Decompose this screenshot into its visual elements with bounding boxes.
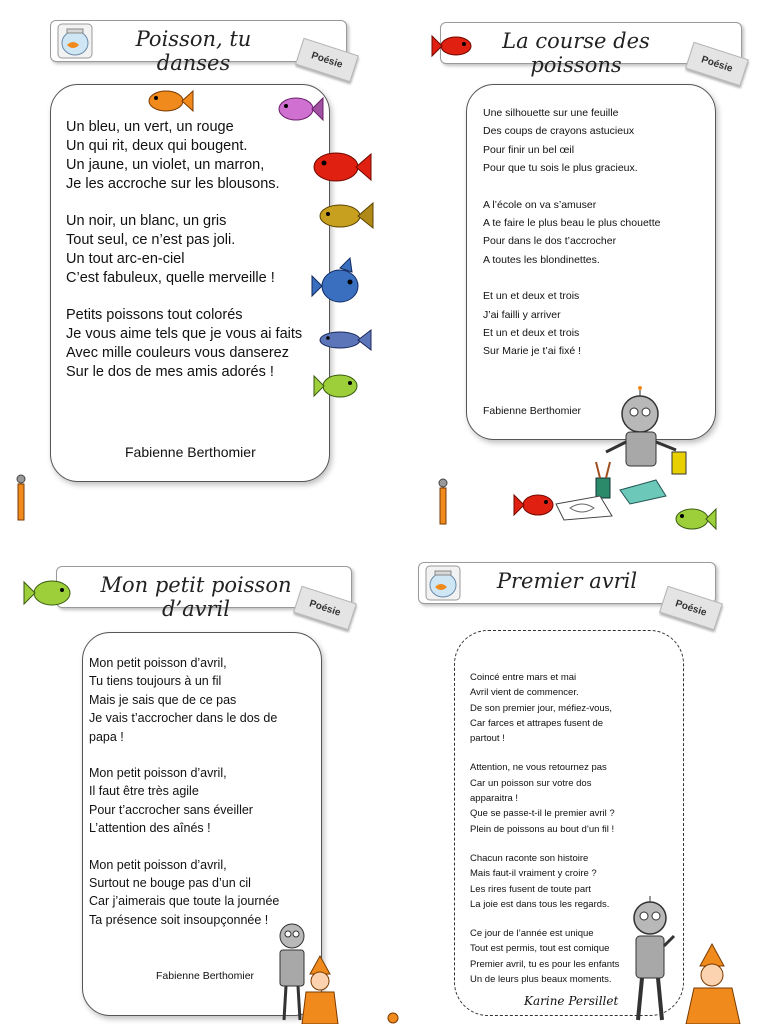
poem-line: Pour dans le dos t’accrocher <box>483 235 617 248</box>
poem-line: A te faire le plus beau le plus chouette <box>483 217 661 230</box>
poem-line: J’ai failli y arriver <box>483 308 561 321</box>
clown-icon <box>300 954 342 1024</box>
poem-line: Sur le dos de mes amis adorés ! <box>66 364 274 380</box>
poem-line: Je vous aime tels que je vous ai faits <box>66 326 303 342</box>
poem-line: Mon petit poisson d’avril, <box>89 766 227 781</box>
poem-line: Car un poisson sur votre dos <box>470 777 592 789</box>
craft-supplies-icon <box>556 460 676 520</box>
fish-icon <box>432 32 474 60</box>
poem-line: Mon petit poisson d’avril, <box>89 656 227 670</box>
poem-line: Tu tiens toujours à un fil <box>89 674 222 689</box>
fish-icon <box>514 490 556 520</box>
poem-line: Ta présence soit insoupçonnée ! <box>89 912 269 927</box>
poem3-stanza <box>89 764 279 838</box>
poem4-author: Karine Persillet <box>524 994 619 1008</box>
fish-icon <box>310 148 372 186</box>
fishbowl-icon <box>57 23 93 59</box>
poem-line: De son premier jour, méfiez-vous, <box>470 702 613 714</box>
poem-line: Un de leurs plus beaux moments. <box>470 974 612 986</box>
poem-line: A toutes les blondinettes. <box>483 253 600 266</box>
poem-line: Avril vient de commencer. <box>470 687 579 699</box>
poem-line: Pour t’accrocher sans éveiller <box>89 802 253 817</box>
poem-line: Mais faut-il vraiment y croire ? <box>470 868 597 880</box>
poem-line: Un tout arc-en-ciel <box>66 251 185 267</box>
poem-line: Mon petit poisson d’avril, <box>89 857 227 872</box>
poem-line: papa ! <box>89 729 124 744</box>
robot-icon <box>436 478 450 526</box>
fish-icon <box>24 576 74 610</box>
poem-line: Je vais t’accrocher dans le dos de <box>89 711 278 726</box>
poem2-text <box>483 104 660 373</box>
poem2-tag: Poésie <box>685 42 749 87</box>
fish-icon <box>314 370 362 402</box>
poem-line: Un qui rit, deux qui bougent. <box>66 138 248 154</box>
poem-line: La joie est dans tous les regards. <box>470 898 610 910</box>
poem3-title: Mon petit poisson d’avril <box>100 573 292 621</box>
robot-icon <box>14 474 28 522</box>
poem3-text <box>89 654 279 941</box>
poem4-title: Premier avril <box>496 569 638 593</box>
poem-line: Coincé entre mars et mai <box>470 672 577 683</box>
poem-line: Surtout ne bouge pas d’un cil <box>89 876 251 891</box>
poem2-title: La course des poissons <box>502 29 650 77</box>
poem-line: Mais je sais que de ce pas <box>89 692 237 707</box>
robot-icon <box>386 1012 400 1024</box>
poem-line: Attention, ne vous retournez pas <box>470 762 607 774</box>
poem-line: partout ! <box>470 733 505 745</box>
poem3-stanza <box>89 856 279 930</box>
fishbowl-icon <box>425 565 461 601</box>
poem-line: Avec mille couleurs vous danserez <box>66 345 289 361</box>
poem-line: Je les accroche sur les blousons. <box>66 176 280 192</box>
poem3-stanza <box>89 654 279 746</box>
poem-line: Une silhouette sur une feuille <box>483 107 619 119</box>
poem2-author: Fabienne Berthomier <box>483 405 582 417</box>
poem2-stanza <box>483 104 660 178</box>
poem-line: Un jaune, un violet, un marron, <box>66 157 265 173</box>
poem-line: Des coups de crayons astucieux <box>483 125 635 138</box>
fish-icon <box>316 198 374 232</box>
fish-icon <box>274 92 324 126</box>
poem-line: Ce jour de l’année est unique <box>470 928 594 940</box>
poem-line: L’attention des aînés ! <box>89 821 211 836</box>
fish-icon <box>312 258 368 306</box>
poem-line: Plein de poissons au bout d’un fil ! <box>470 823 615 835</box>
poem-line: Et un et deux et trois <box>483 290 580 303</box>
poem-line: Et un et deux et trois <box>483 327 580 340</box>
clown-icon <box>686 944 742 1024</box>
poem1-author: Fabienne Berthomier <box>125 444 256 460</box>
poem2-stanza <box>483 196 660 270</box>
poem3-tag: Poésie <box>293 586 357 631</box>
poem-line: Que se passe-t-il le premier avril ? <box>470 808 615 820</box>
poem2-stanza <box>483 287 660 361</box>
poem4-stanza <box>470 851 619 912</box>
poem-line: Pour finir un bel œil <box>483 143 575 156</box>
poem4-tag: Poésie <box>659 586 723 631</box>
poem1-tag: Poésie <box>295 38 359 83</box>
poem3-author: Fabienne Berthomier <box>156 970 255 982</box>
poem4-text <box>470 670 619 999</box>
poem4-stanza <box>470 760 619 836</box>
poem-line: Un bleu, un vert, un rouge <box>66 119 234 135</box>
fish-icon <box>146 86 194 116</box>
poem1-stanza <box>66 118 302 194</box>
poem-line: Un noir, un blanc, un gris <box>66 213 227 229</box>
poem4-stanza <box>470 926 619 987</box>
poem4-stanza <box>470 670 619 746</box>
poem-line: Petits poissons tout colorés <box>66 307 243 323</box>
poem-line: Chacun raconte son histoire <box>470 852 589 864</box>
poem1-title: Poisson, tu danses <box>135 27 252 75</box>
poem-line: apparaitra ! <box>470 793 519 805</box>
fish-icon <box>316 326 372 354</box>
poem-line: Il faut être très agile <box>89 784 199 799</box>
robot-icon <box>624 896 676 1022</box>
poem1-stanza <box>66 306 302 382</box>
poem1-stanza <box>66 212 302 288</box>
poem-line: Sur Marie je t’ai fixé ! <box>483 345 582 358</box>
poem-line: Tout seul, ce n’est pas joli. <box>66 232 236 248</box>
poem-line: Car j’aimerais que toute la journée <box>89 894 280 909</box>
poem1-text <box>66 118 302 400</box>
poem-line: Tout est permis, tout est comique <box>470 943 610 955</box>
poem-line: C’est fabuleux, quelle merveille ! <box>66 270 275 286</box>
poem-line: Car farces et attrapes fusent de <box>470 717 604 729</box>
poem-line: Premier avril, tu es pour les enfants <box>470 958 620 970</box>
poem-line: A l’école on va s’amuser <box>483 198 597 211</box>
poem-line: Pour que tu sois le plus gracieux. <box>483 162 638 175</box>
fish-icon <box>670 504 716 534</box>
poem-line: Les rires fusent de toute part <box>470 883 591 895</box>
